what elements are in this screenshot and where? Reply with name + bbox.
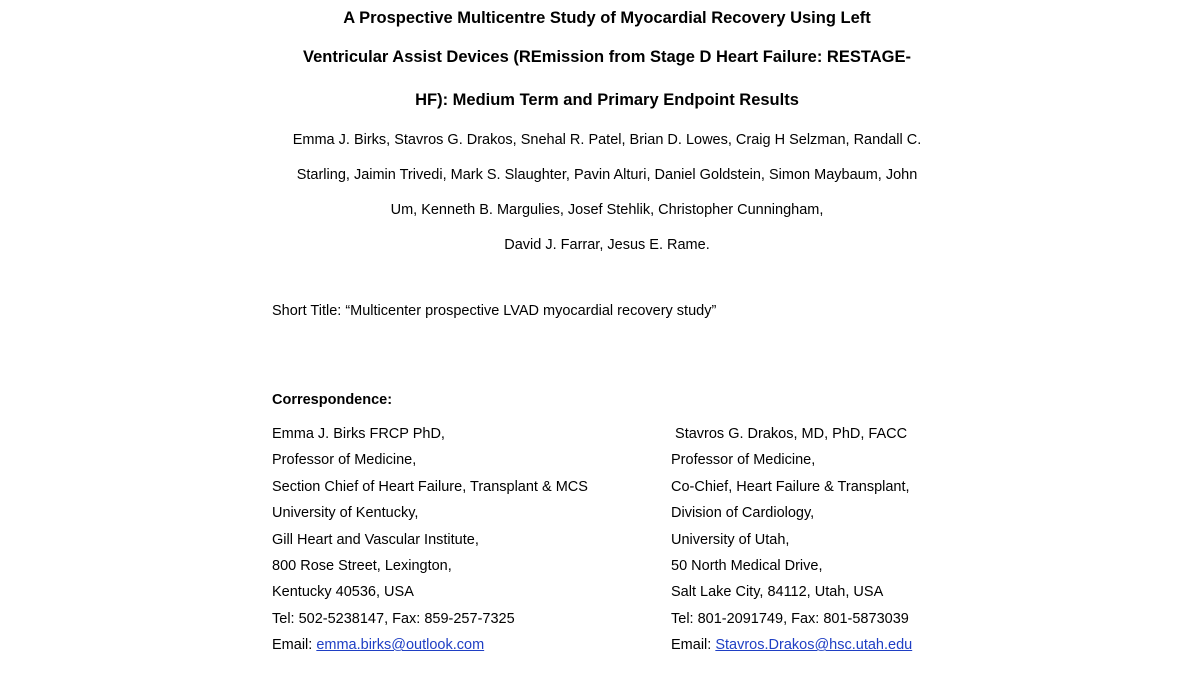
correspondence-right-column — [671, 424, 1051, 662]
correspondence-left-column — [272, 424, 652, 662]
authors-line-2: Starling, Jaimin Trivedi, Mark S. Slaughter, Pavin Alturi, Daniel Goldstein, Simon Maybaum, John — [296, 167, 918, 183]
left-address-line: Tel: 502-5238147, Fax: 859-257-7325 — [272, 610, 515, 627]
right-address-line: Tel: 801-2091749, Fax: 801-5873039 — [671, 610, 909, 627]
right-email-link[interactable]: Stavros.Drakos@hsc.utah.edu — [715, 637, 913, 654]
title-line-1: A Prospective Multicentre Study of Myocardial Recovery Using Left — [343, 9, 871, 27]
left-address-line: 800 Rose Street, Lexington, — [272, 557, 452, 574]
right-address-line: Stavros G. Drakos, MD, PhD, FACC — [671, 426, 908, 442]
left-address-line: Emma J. Birks FRCP PhD, — [272, 426, 445, 442]
left-address-line: Kentucky 40536, USA — [272, 584, 414, 601]
left-address-line: Section Chief of Heart Failure, Transplant & MCS — [272, 478, 588, 495]
right-email-line — [671, 635, 1051, 661]
left-address-line: University of Kentucky, — [272, 505, 419, 522]
authors-line-3: Um, Kenneth B. Margulies, Josef Stehlik, Christopher Cunningham, — [390, 202, 824, 218]
right-address-line: Co-Chief, Heart Failure & Transplant, — [671, 478, 910, 495]
left-address-line: Professor of Medicine, — [272, 452, 417, 469]
left-email-line — [272, 635, 652, 661]
authors-line-1: Emma J. Birks, Stavros G. Drakos, Snehal R. Patel, Brian D. Lowes, Craig H Selzman, Randall C. — [292, 132, 922, 148]
right-address-line: Division of Cardiology, — [671, 505, 815, 522]
right-address-line: Professor of Medicine, — [671, 452, 816, 469]
right-address-line: Salt Lake City, 84112, Utah, USA — [671, 584, 884, 601]
right-address-line: 50 North Medical Drive, — [671, 557, 823, 574]
correspondence-heading: Correspondence: — [272, 392, 393, 408]
right-address-line: University of Utah, — [671, 531, 790, 548]
title-line-2: Ventricular Assist Devices (REmission from Stage D Heart Failure: RESTAGE- — [303, 48, 911, 66]
short-title: Short Title: “Multicenter prospective LVAD myocardial recovery study” — [272, 303, 717, 319]
title-line-3: HF): Medium Term and Primary Endpoint Results — [415, 91, 799, 109]
left-address-line: Gill Heart and Vascular Institute, — [272, 531, 479, 548]
left-email-label: Email: — [272, 637, 317, 654]
authors-line-4: David J. Farrar, Jesus E. Rame. — [504, 237, 710, 253]
left-email-link[interactable]: emma.birks@outlook.com — [316, 637, 485, 654]
right-email-label: Email: — [671, 637, 716, 654]
